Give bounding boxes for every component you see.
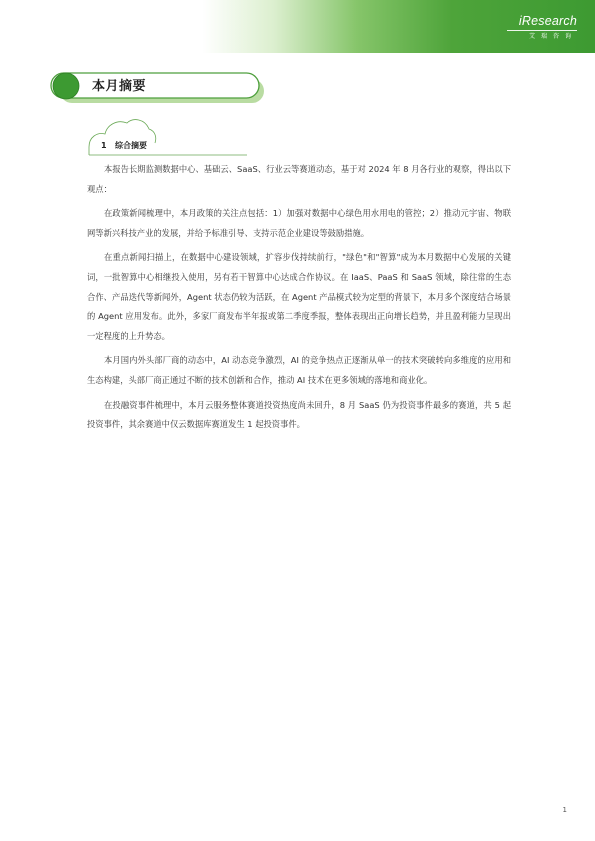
header-band bbox=[0, 0, 595, 53]
paragraph-intro: 本报告长期监测数据中心、基础云、SaaS、行业云等赛道动态，基于对 2024 年 8 月各行业的观察，得出以下观点： bbox=[87, 164, 511, 194]
summary-body bbox=[87, 160, 511, 435]
page-number: 1 bbox=[562, 806, 567, 814]
section-header bbox=[46, 70, 266, 106]
brand-divider bbox=[507, 30, 577, 31]
brand-logo bbox=[497, 15, 577, 41]
subsection-header bbox=[87, 117, 247, 157]
brand-name: iResearch bbox=[518, 14, 577, 28]
subsection-title: 综合摘要 bbox=[115, 141, 147, 150]
section-title: 本月摘要 bbox=[92, 79, 147, 94]
brand-subtitle: 艾瑞咨询 bbox=[528, 33, 577, 40]
paragraph-vendors: 本月国内外头部厂商的动态中，AI 动态竞争激烈，AI 的竞争热点正逐渐从单一的技术突破转向多维度的应用和生态构建，头部厂商正通过不断的技术创新和合作，推动 AI 技术在更多领域的落地和商业化。 bbox=[87, 355, 511, 385]
section-header-pill-icon bbox=[46, 70, 266, 106]
paragraph-investment: 在投融资事件梳理中，本月云服务整体赛道投资热度尚未回升，8 月 SaaS 仍为投资事件最多的赛道，共 5 起投资事件，其余赛道中仅云数据库赛道发生 1 起投资事件。 bbox=[87, 399, 511, 430]
cloud-icon bbox=[87, 117, 247, 157]
paragraph-news: 在重点新闻扫描上，在数据中心建设领域，扩容步伐持续前行，"绿色"和"智算"成为本月数据中心发展的关键词，一批智算中心相继投入使用，另有若干智算中心达成合作协议。在 IaaS、PaaS 和 SaaS 领域，除往常的生态合作、产品迭代等新闻外，Agent 状态仍较为活跃，在 Agent 产品模式较为定型的背景下，本月多个深度结合场景的 Agent 应用发布。此外，多家厂商发布半年报或第二季度季报，整体表现出正向增长趋势，并且盈利能力呈现出一定程度的上升势态。 bbox=[87, 252, 511, 341]
subsection-number: 1 bbox=[101, 141, 107, 150]
paragraph-policy: 在政策新闻梳理中，本月政策的关注点包括：1）加强对数据中心绿色用水用电的管控；2）推动元宇宙、物联网等新兴科技产业的发展，并给予标准引导、支持示范企业建设等鼓励措施。 bbox=[87, 208, 511, 238]
